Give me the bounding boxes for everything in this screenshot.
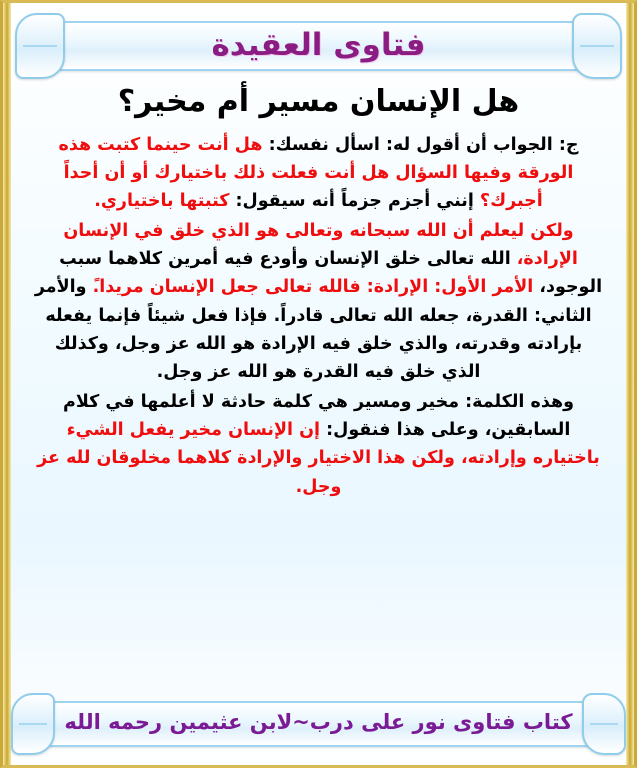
- answer-text-highlight: ولكن ليعلم أن الله سبحانه وتعالى هو الذي خلق في الإنسان الإرادة،: [63, 220, 578, 269]
- answer-paragraph: [33, 388, 604, 501]
- page-title: فتاوى العقيدة: [211, 27, 426, 63]
- answer-text: وهذه الكلمة: مخير ومسير هي كلمة حادثة لا أعلمها في كلام السابقين، وعلى هذا فنقول:: [63, 391, 574, 440]
- answer-text-highlight: هل أنت حينما كتبت هذه الورقة وفيها السؤال هل أنت فعلت ذلك باختيارك أو أن أحداً أجبرك؟: [58, 134, 574, 212]
- header-banner: [21, 13, 616, 75]
- answer-paragraph: [33, 131, 604, 216]
- answer-text-highlight: كتبتها باختياري.: [94, 191, 230, 212]
- question-heading: هل الإنسان مسير أم مخير؟: [117, 84, 520, 119]
- source-attribution: كتاب فتاوى نور على درب~لابن عثيمين رحمه الله: [64, 710, 573, 734]
- answer-text-highlight: الأمر الأول: الإرادة: فالله تعالى جعل الإنسان مريدا.ً: [86, 277, 534, 298]
- answer-body: [33, 131, 604, 501]
- answer-text: والأمر الثاني: القدرة، جعله الله تعالى قادراً. فإذا فعل شيئاً فإنما يفعله بإرادته وقدرته، والذي خلق فيه الإرادة هو الله عز وجل، وكذلك الذي خلق فيه القدرة هو الله عز وجل.: [34, 277, 592, 383]
- answer-text-highlight: إن الإنسان مخير يفعل الشيء باختياره وإرادته، ولكن هذا الاختيار والإرادة كلاهما مخلوقان لله عز وجل.: [37, 419, 600, 497]
- answer-text: إنني أجزم جزماً أنه سيقول:: [229, 191, 474, 212]
- answer-text: ج: الجواب أن أقول له: اسأل نفسك:: [262, 134, 579, 155]
- answer-paragraph: [33, 217, 604, 387]
- answer-text: الله تعالى خلق الإنسان وأودع فيه أمرين كلاهما سبب الوجود،: [59, 248, 603, 298]
- footer-banner: [17, 693, 620, 751]
